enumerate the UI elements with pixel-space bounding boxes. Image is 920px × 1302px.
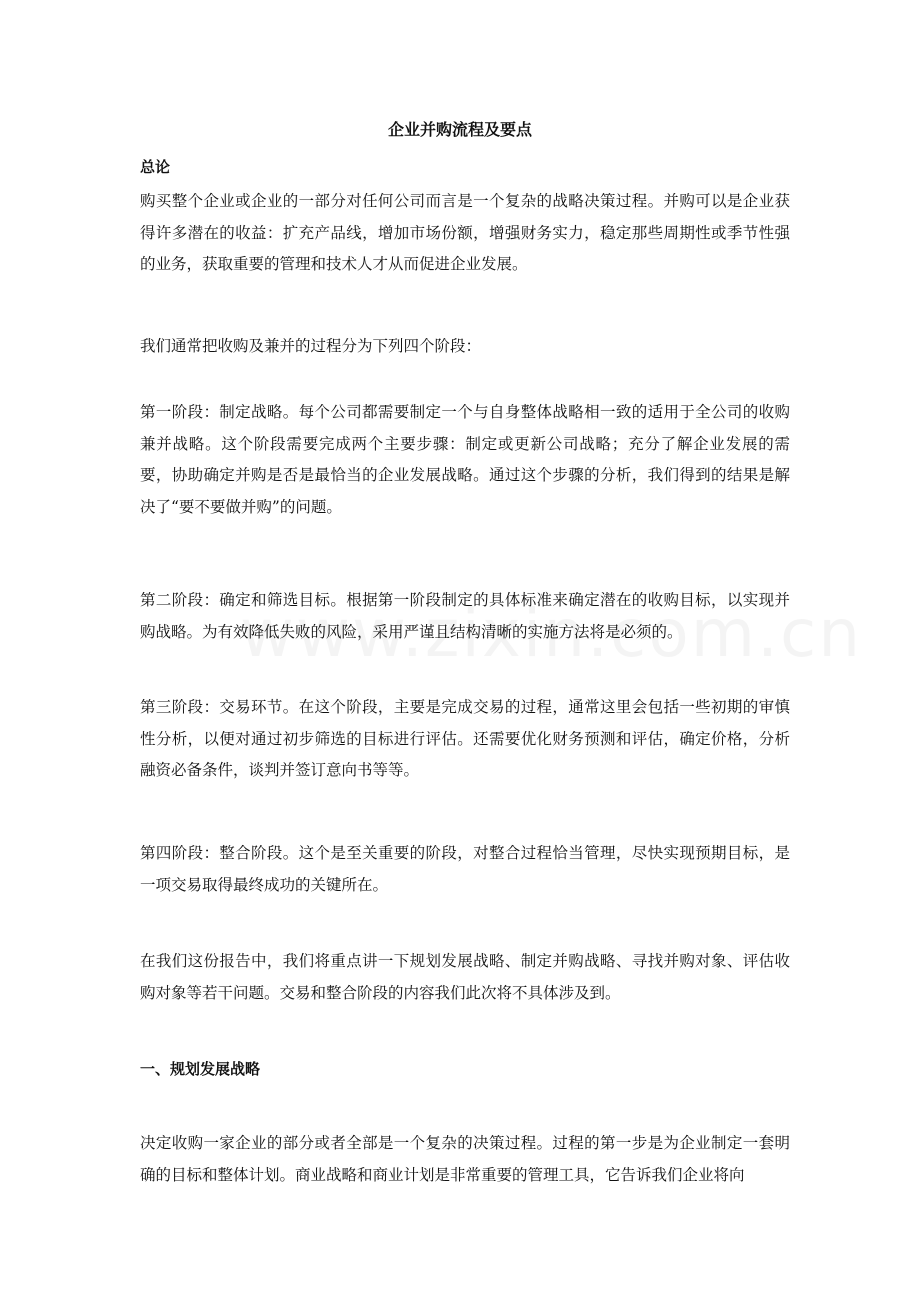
stage-3-paragraph: 第三阶段：交易环节。在这个阶段，主要是完成交易的过程，通常这里会包括一些初期的审慎性分析，以便对通过初步筛选的目标进行评估。还需要优化财务预测和评估，确定价格，分析融资必备条件，谈判并签订意向书等等。 bbox=[140, 698, 790, 779]
section-1-paragraph-1: 决定收购一家企业的部分或者全部是一个复杂的决策过程。过程的第一步是为企业制定一套明确的目标和整体计划。商业战略和商业计划是非常重要的管理工具，它告诉我们企业将向 bbox=[140, 1134, 790, 1184]
stage-4-paragraph: 第四阶段：整合阶段。这个是至关重要的阶段，对整合过程恰当管理，尽快实现预期目标，是一项交易取得最终成功的关键所在。 bbox=[140, 844, 790, 894]
overview-paragraph-2: 我们通常把收购及兼并的过程分为下列四个阶段： bbox=[140, 337, 482, 355]
document-title: 企业并购流程及要点 bbox=[387, 120, 532, 139]
overview-paragraph-1: 购买整个企业或企业的一部分对任何公司而言是一个复杂的战略决策过程。并购可以是企业获得许多潜在的收益：扩充产品线，增加市场份额，增强财务实力，稳定那些周期性或季节性强的业务，获取重要的管理和技术人才从而促进企业发展。 bbox=[140, 192, 790, 273]
stage-2-paragraph: 第二阶段：确定和筛选目标。根据第一阶段制定的具体标准来确定潜在的收购目标，以实现并购战略。为有效降低失败的风险，采用严谨且结构清晰的实施方法将是必须的。 bbox=[140, 591, 790, 641]
section-1-heading: 一、规划发展战略 bbox=[140, 1060, 261, 1078]
overview-heading: 总论 bbox=[140, 158, 171, 176]
stage-1-paragraph: 第一阶段：制定战略。每个公司都需要制定一个与自身整体战略相一致的适用于全公司的收购兼并战略。这个阶段需要完成两个主要步骤：制定或更新公司战略；充分了解企业发展的需要，协助确定并购是否是最恰当的企业发展战略。通过这个步骤的分析，我们得到的结果是解决了“要不要做并购”的问题。 bbox=[140, 403, 790, 516]
report-scope-paragraph: 在我们这份报告中，我们将重点讲一下规划发展战略、制定并购战略、寻找并购对象、评估收购对象等若干问题。交易和整合阶段的内容我们此次将不具体涉及到。 bbox=[140, 952, 790, 1002]
